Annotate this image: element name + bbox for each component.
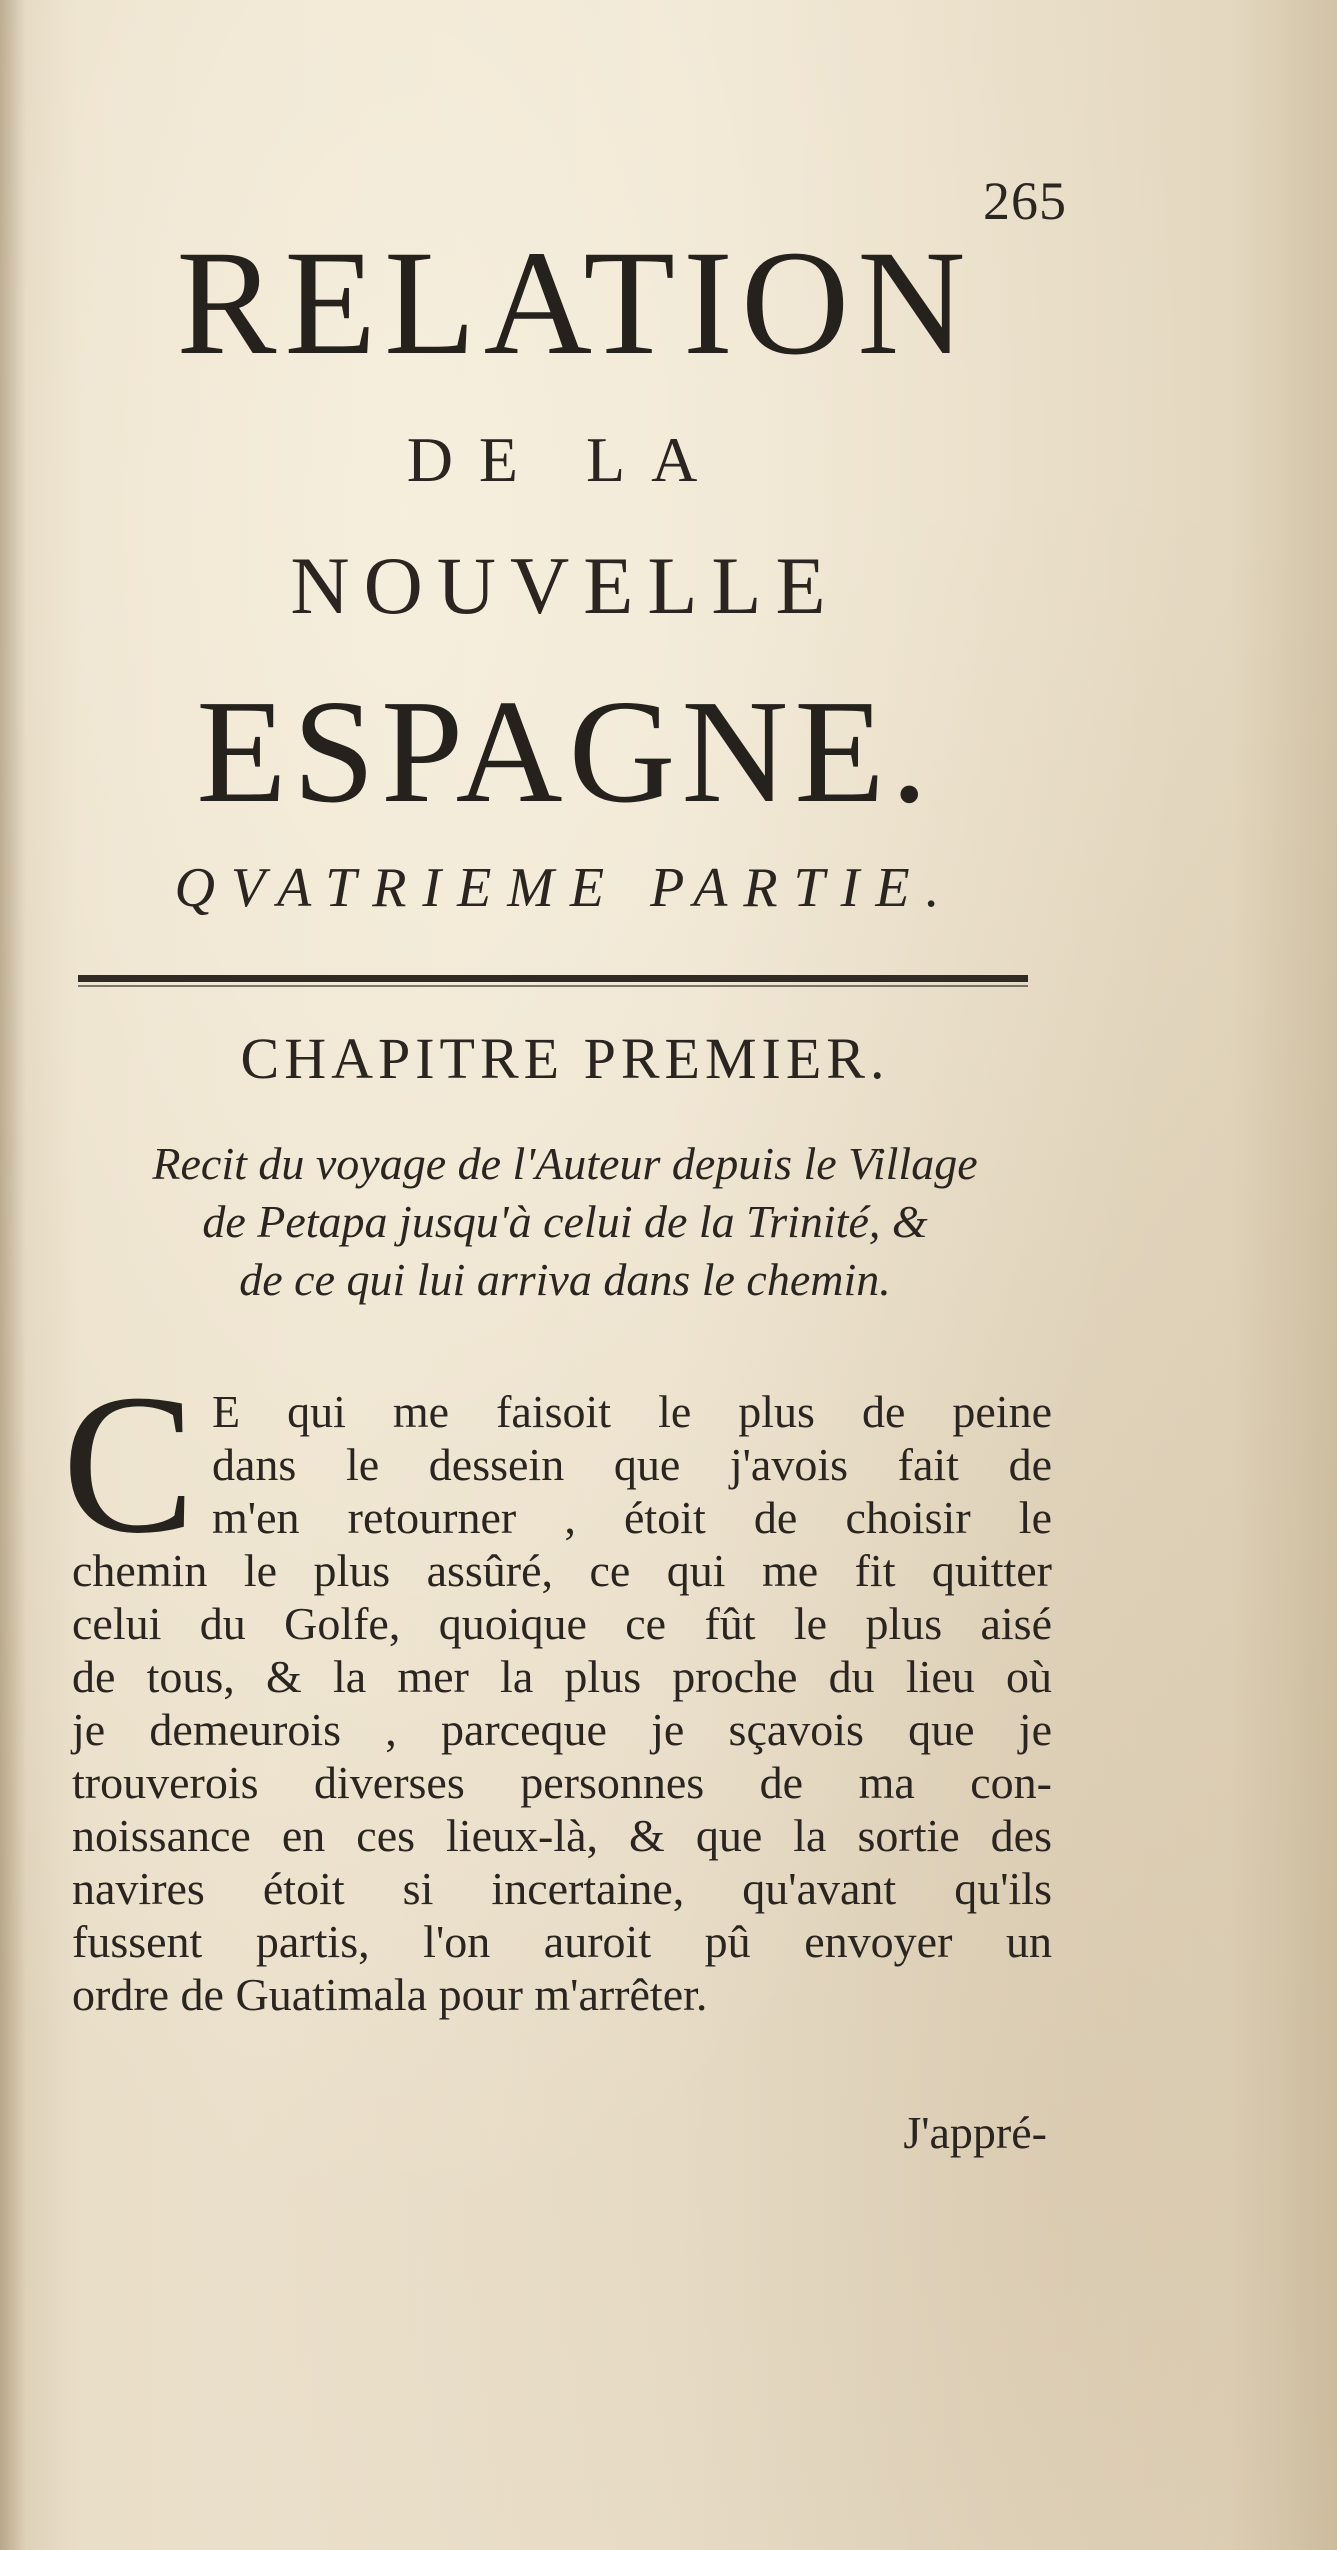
- body-line: m'en retourner , étoit de choisir le: [212, 1492, 1052, 1543]
- body-line: je demeurois , parceque je sçavois que je: [72, 1704, 1052, 1755]
- body-paragraph: [62, 1354, 1052, 2021]
- horizontal-rule: [78, 975, 1028, 982]
- body-line: de tous, & la mer la plus proche du lieu où: [72, 1651, 1052, 1702]
- chapter-summary: [50, 1135, 1080, 1309]
- summary-line: de Petapa jusqu'à celui de la Trinité, &: [202, 1196, 928, 1247]
- body-line: chemin le plus assûré, ce qui me fit quitter: [72, 1545, 1052, 1596]
- title-de-la: DE LA: [406, 424, 724, 495]
- body-line: dans le dessein que j'avois fait de: [212, 1439, 1052, 1490]
- body-line: ordre de Guatimala pour m'arrêter.: [72, 1969, 708, 2020]
- body-line: E qui me faisoit le plus de peine: [212, 1386, 1052, 1437]
- body-line: fussent partis, l'on auroit pû envoyer un: [72, 1916, 1052, 1967]
- title-relation: RELATION: [176, 220, 974, 386]
- body-line: celui du Golfe, quoique ce fût le plus aisé: [72, 1598, 1052, 1649]
- summary-line: Recit du voyage de l'Auteur depuis le Village: [152, 1138, 978, 1189]
- part-heading: QVATRIEME PARTIE.: [174, 857, 956, 919]
- body-line: navires étoit si incertaine, qu'avant qu'ils: [72, 1863, 1052, 1914]
- summary-line: de ce qui lui arriva dans le chemin.: [239, 1254, 891, 1305]
- body-line: noissance en ces lieux-là, & que la sortie des: [72, 1810, 1052, 1861]
- title-espagne: ESPAGNE.: [196, 670, 934, 834]
- body-line: trouverois diverses personnes de ma con-: [72, 1757, 1052, 1808]
- page-gutter-shadow: [0, 0, 26, 2550]
- catchword: J'appré-: [903, 2107, 1047, 2158]
- title-nouvelle: NOUVELLE: [290, 540, 840, 631]
- drop-cap: C: [62, 1354, 196, 1575]
- chapter-heading: CHAPITRE PREMIER.: [240, 1026, 890, 1091]
- page-number: 265: [983, 171, 1067, 231]
